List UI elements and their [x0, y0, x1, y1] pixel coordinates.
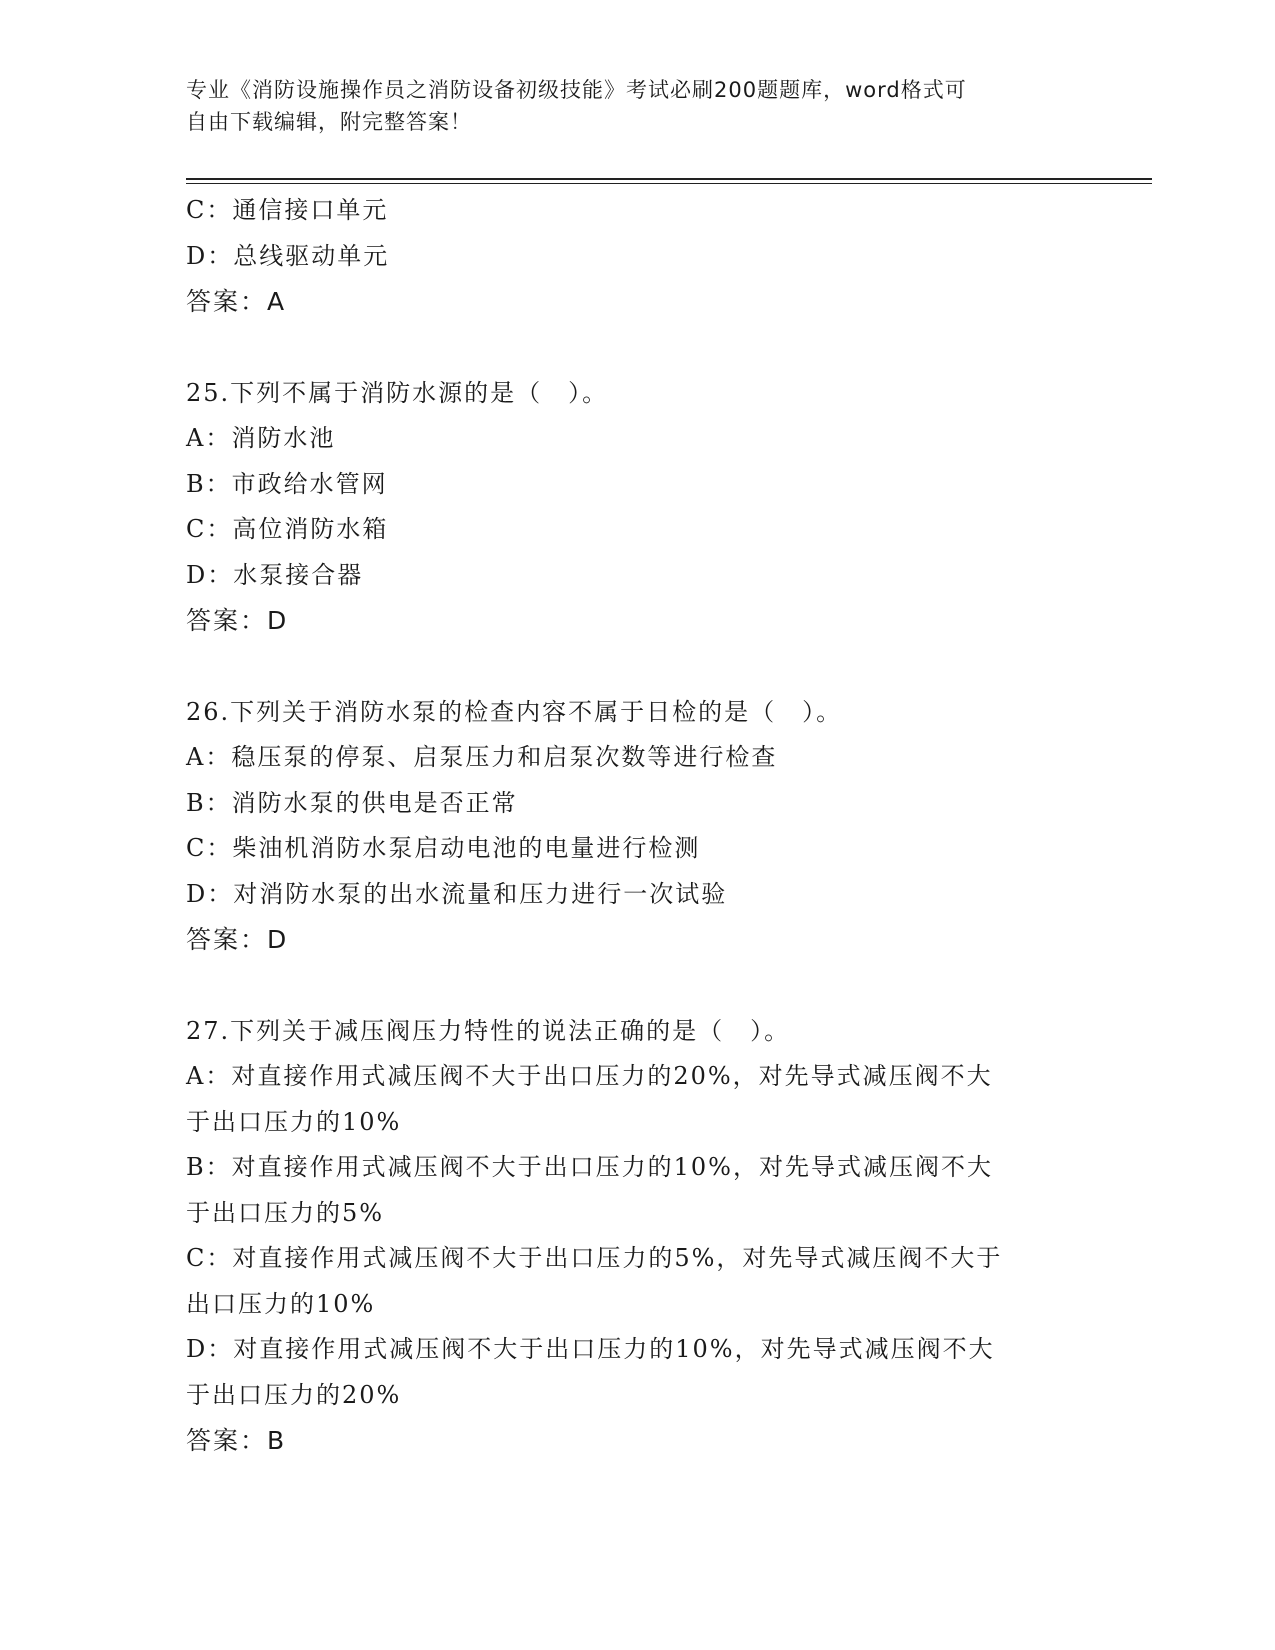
option-a: A：消防水池 [186, 424, 336, 452]
option-d: D：总线驱动单元 [186, 241, 390, 270]
option-b: B：消防水泵的供电是否正常 [186, 788, 518, 817]
option-d: D：对消防水泵的出水流量和压力进行一次试验 [186, 879, 728, 908]
question-26 [186, 690, 1086, 963]
page-header [186, 74, 1086, 138]
option-b: B：对直接作用式减压阀不大于出口压力的10%，对先导式减压阀不大 [186, 1153, 993, 1181]
answer-line: 答案：A [186, 287, 287, 316]
answer-line: 答案：D [186, 925, 289, 954]
option-a-continued: 于出口压力的10% [186, 1107, 402, 1136]
option-a: A：稳压泵的停泵、启泵压力和启泵次数等进行检查 [186, 743, 778, 771]
answer-line: 答案：B [186, 1426, 287, 1455]
question-25 [186, 371, 1086, 644]
option-c: C：通信接口单元 [186, 196, 389, 224]
option-a: A：对直接作用式减压阀不大于出口压力的20%，对先导式减压阀不大 [186, 1062, 993, 1090]
option-d: D：水泵接合器 [186, 560, 364, 589]
option-d: D：对直接作用式减压阀不大于出口压力的10%，对先导式减压阀不大 [186, 1335, 995, 1363]
header-divider-thick [186, 178, 1152, 180]
option-b: B：市政给水管网 [186, 469, 388, 498]
header-line-2: 自由下载编辑，附完整答案！ [186, 110, 472, 134]
question-stem: 25.下列不属于消防水源的是（ ）。 [186, 378, 609, 407]
option-c-continued: 出口压力的10% [186, 1289, 376, 1318]
option-c: C：高位消防水箱 [186, 515, 389, 543]
option-c: C：柴油机消防水泵启动电池的电量进行检测 [186, 834, 701, 862]
question-stem: 26.下列关于消防水泵的检查内容不属于日检的是（ ）。 [186, 697, 843, 726]
question-stem: 27.下列关于减压阀压力特性的说法正确的是（ ）。 [186, 1016, 791, 1045]
option-c: C：对直接作用式减压阀不大于出口压力的5%，对先导式减压阀不大于 [186, 1244, 1003, 1272]
question-list [186, 188, 1086, 1464]
header-divider-thin [186, 183, 1152, 184]
question-24-continued [186, 188, 1086, 325]
header-line-1: 专业《消防设施操作员之消防设备初级技能》考试必刷200题题库，word格式可 [186, 78, 967, 102]
question-27 [186, 1009, 1086, 1464]
option-b-continued: 于出口压力的5% [186, 1198, 385, 1227]
option-d-continued: 于出口压力的20% [186, 1380, 402, 1409]
answer-line: 答案：D [186, 606, 289, 635]
